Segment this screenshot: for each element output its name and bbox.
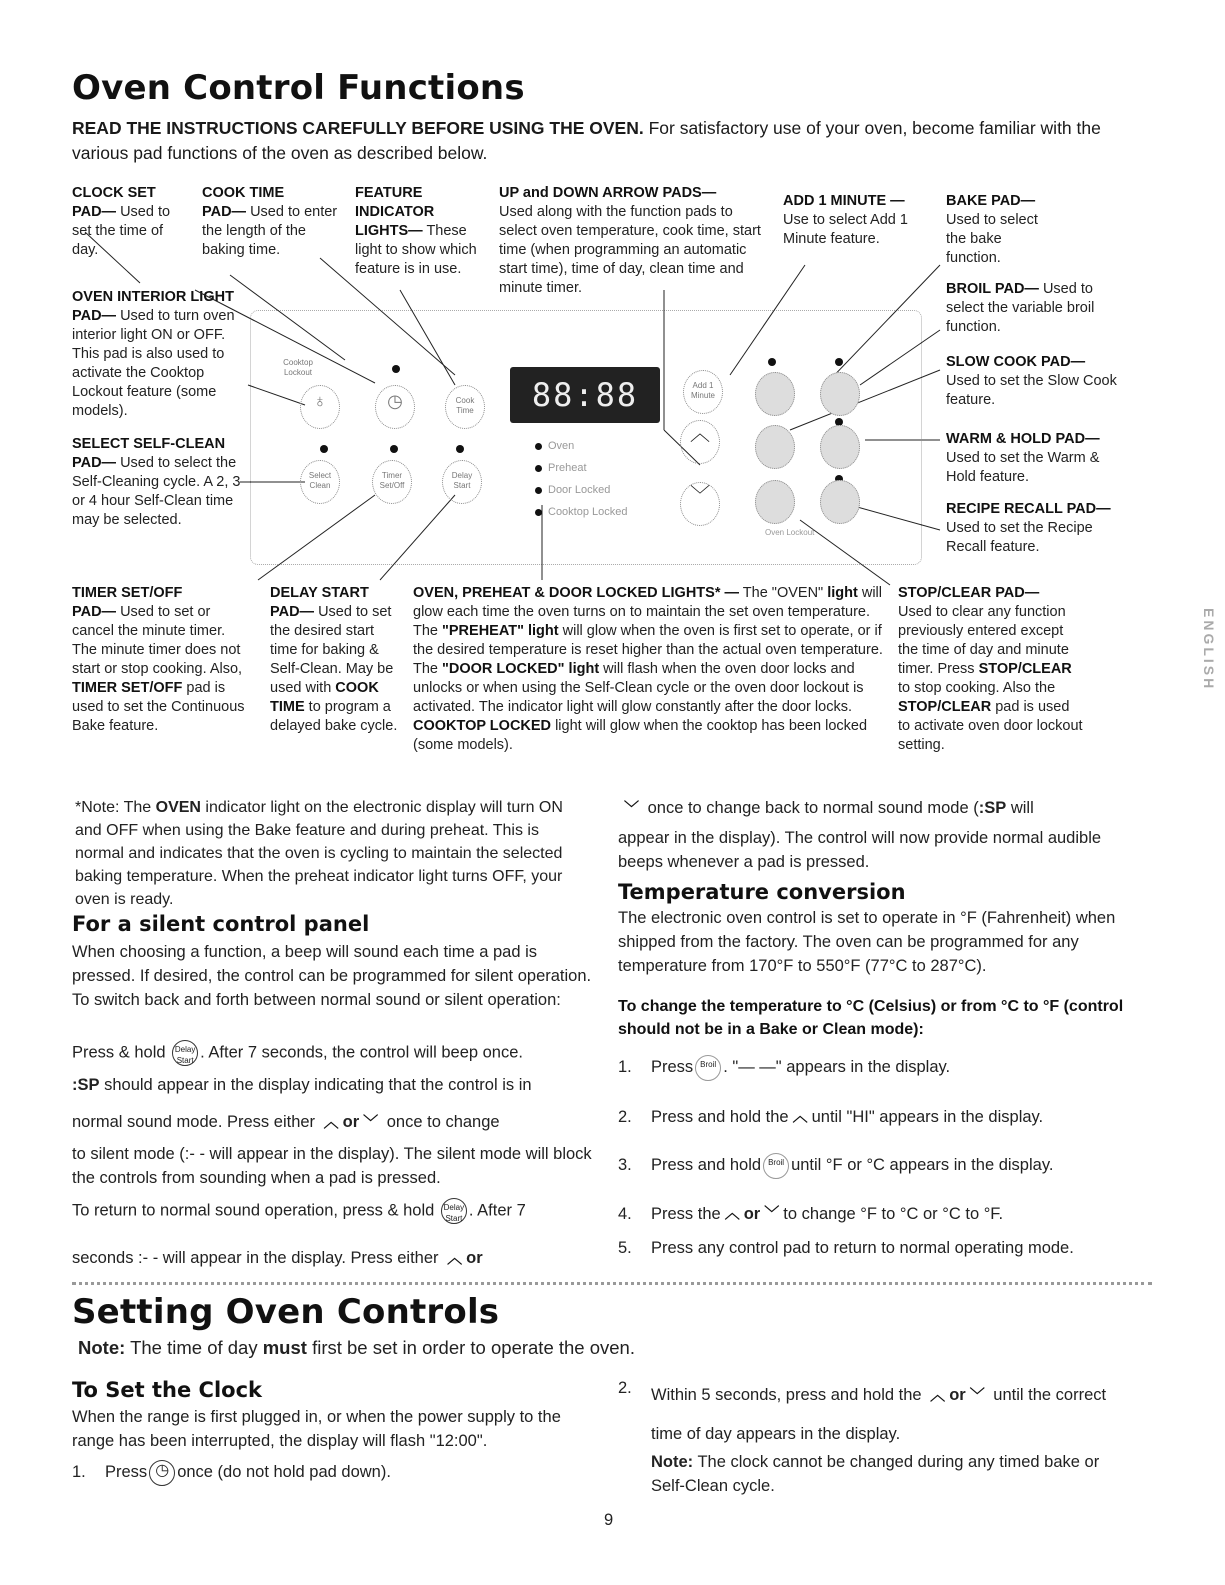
indicator-dot — [392, 365, 400, 373]
down-arrow-icon: ﹀ — [690, 485, 710, 507]
note-text: indicator light on the electronic display will turn ON and OFF when using the Bake feature and during preheat. This is normal and indicates that the oven is cycling to maintain the selected baking temperature. When the preheat indicator light turns OFF, your oven is ready. — [75, 799, 563, 908]
label-text: These light to show which feature is in use. — [355, 223, 477, 277]
delay-start-pad[interactable]: Delay Start — [442, 460, 482, 504]
label-text: Used to set the Recipe Recall feature. — [946, 520, 1093, 555]
label-head: UP and DOWN ARROW PADS— — [499, 185, 717, 201]
silent-paragraph-6 — [72, 1198, 597, 1224]
add-minute-pad[interactable]: Add 1 Minute — [683, 370, 723, 414]
label-text: pad is used to activate oven door lockout setting. — [898, 699, 1083, 753]
step-text: until °F or °C appears in the display. — [791, 1156, 1054, 1174]
label-text: Used to select the Self-Cleaning cycle. A 2, 3 or 4 hour Self-Clean time may be selected. — [72, 455, 241, 528]
delay-start-label — [270, 584, 400, 736]
label-bold: INDICATOR LIGHTS— — [355, 204, 435, 239]
timer-set-off-label — [72, 584, 252, 736]
intro-rest: For satisfactory use of your oven, become familiar with the various pad functions of the oven as described below. — [72, 118, 1101, 163]
label-text: Used to clear any function previously entered except the time of day and minute timer. Press — [898, 604, 1069, 677]
label-text: Used to set or cancel the minute timer. The minute timer does not start or stop cooking. Also, — [72, 604, 243, 677]
clock-note — [651, 1450, 1131, 1498]
label-bold: TIMER SET/OFF — [72, 680, 183, 696]
leader-lines — [0, 0, 1225, 620]
text: To return to normal sound operation, press & hold — [72, 1201, 439, 1220]
broil-key-icon: Broil — [763, 1153, 789, 1179]
label-head: FEATURE — [355, 185, 423, 201]
indicator-dot — [535, 487, 542, 494]
label-head: DELAY START — [270, 585, 369, 601]
indicator-dot — [535, 443, 542, 450]
page-number: 9 — [604, 1511, 614, 1529]
light-bulb-icon: ♁ — [313, 391, 327, 411]
step-number: 1. — [618, 1058, 632, 1076]
text: . After 7 seconds, the control will beep once. — [200, 1043, 523, 1062]
clock-key-icon: ◷ — [149, 1460, 175, 1486]
label-bold: PAD— — [72, 604, 117, 620]
temp-step-4 — [618, 1202, 1003, 1226]
label-text: Used to select the bake function. — [946, 212, 1038, 266]
label-bold: STOP/CLEAR — [898, 699, 992, 715]
silent-paragraph-9: appear in the display). The control will now provide normal audible beeps whenever a pad is pressed. — [618, 829, 1102, 871]
step-number: 2. — [618, 1108, 632, 1126]
note-text: *Note: The — [75, 799, 156, 816]
label-text: Used to select the variable broil function. — [946, 281, 1095, 335]
temperature-subheading: To change the temperature to °C (Celsius) or from °C to °F (control should not be in a Bake or Clean mode): — [618, 998, 1124, 1038]
clock-pad[interactable] — [375, 385, 415, 429]
down-arrow-pad[interactable] — [680, 482, 720, 526]
section-note — [78, 1336, 635, 1360]
text-bold: or — [466, 1249, 483, 1267]
label-head: COOK TIME — [202, 185, 285, 201]
indicator-dot — [768, 358, 776, 366]
label-text: Used to set the Warm & Hold feature. — [946, 450, 1100, 485]
note-bold: must — [262, 1337, 307, 1358]
label-text: to stop cooking. Also the — [898, 680, 1056, 696]
temp-step-2 — [618, 1105, 1043, 1129]
step-text: once (do not hold pad down). — [177, 1463, 391, 1481]
label-bold: COOKTOP LOCKED — [413, 718, 552, 734]
silent-paragraph-3 — [72, 1073, 597, 1097]
broil-pad[interactable] — [820, 372, 860, 416]
text: normal sound mode. Press either — [72, 1113, 320, 1131]
indicator-label: Cooktop Locked — [548, 506, 628, 518]
section-title: Oven Control Functions — [72, 68, 525, 108]
text: once to change — [382, 1113, 500, 1131]
section-title: Setting Oven Controls — [72, 1292, 500, 1332]
warm-hold-pad[interactable] — [820, 425, 860, 469]
text: once to change back to normal sound mode ( — [643, 799, 979, 817]
indicator-dot — [835, 358, 843, 366]
slow-cook-pad[interactable] — [755, 425, 795, 469]
label-text: to program a delayed bake cycle. — [270, 699, 398, 734]
step-number: 3. — [618, 1156, 632, 1174]
indicator-preheat — [535, 462, 587, 474]
step-text: Press and hold the — [651, 1108, 789, 1126]
label-text: Used to set the desired start time for baking & Self-Clean. May be used with — [270, 604, 394, 696]
step-number: 4. — [618, 1205, 632, 1223]
label-head: TIMER SET/OFF — [72, 585, 183, 601]
text: should appear in the display indicating that the control is in — [99, 1076, 532, 1094]
label-bold: light — [827, 585, 858, 601]
clock-step-1 — [72, 1460, 391, 1486]
note-bold: Note: — [651, 1453, 694, 1471]
label-text: pad is used to set the Continuous Bake feature. — [72, 680, 245, 734]
digital-display: 88:88 — [510, 367, 660, 423]
delay-start-key-icon: Delay Start — [172, 1040, 198, 1066]
text: Press & hold — [72, 1043, 171, 1062]
text-bold: :SP — [72, 1076, 100, 1094]
note-text: The clock cannot be changed during any timed bake or Self-Clean cycle. — [651, 1453, 1100, 1495]
intro-bold: READ THE INSTRUCTIONS CAREFULLY BEFORE USING THE OVEN. — [72, 118, 644, 138]
select-clean-pad[interactable]: Select Clean — [300, 460, 340, 504]
silent-paragraph-4 — [72, 1110, 597, 1135]
step-text: Within 5 seconds, press and hold the — [651, 1386, 927, 1404]
indicator-dot — [456, 445, 464, 453]
step-text: Press and hold — [651, 1156, 762, 1174]
silent-paragraph-2 — [72, 1040, 597, 1066]
label-text: The "OVEN" — [739, 585, 828, 601]
label-head: OVEN INTERIOR LIGHT PAD— — [72, 289, 234, 324]
delay-start-key-icon: Delay Start — [441, 1198, 467, 1224]
step-text: Press — [105, 1463, 148, 1481]
step-text: Press any control pad to return to normal operating mode. — [651, 1239, 1074, 1257]
clock-step-2 — [618, 1376, 1138, 1453]
label-bold: COOK TIME — [270, 680, 379, 715]
stop-clear-label — [898, 584, 1083, 755]
up-arrow-icon: ︿ — [792, 1108, 808, 1125]
label-bold: "PREHEAT" light — [442, 623, 559, 639]
silent-panel-heading: For a silent control panel — [72, 912, 370, 936]
cook-time-pad[interactable]: Cook Time — [445, 385, 485, 429]
up-arrow-icon: ︿ — [930, 1386, 946, 1404]
label-bold: PAD— — [72, 204, 117, 220]
step-text: until the correct time of day appears in the display. — [651, 1386, 1107, 1443]
step-text: . "— —" appears in the display. — [723, 1058, 951, 1076]
step-bold: or — [949, 1386, 966, 1404]
indicator-dot — [535, 465, 542, 472]
language-tab: ENGLISH — [1201, 608, 1217, 692]
note-bold: Note: — [78, 1337, 126, 1358]
silent-paragraph-5: to silent mode (:- - will appear in the display). The silent mode will block the controls from sounding when a pad is pressed. — [72, 1145, 592, 1187]
down-arrow-icon: ﹀ — [969, 1386, 985, 1404]
down-arrow-icon: ﹀ — [624, 799, 640, 817]
indicator-dot — [390, 445, 398, 453]
label-text: will flash when the oven door locks and unlocks or when using the Self-Clean cycle or the oven door lockout is activated. The indicator light will glow constantly after the door locks. — [413, 661, 864, 715]
indicator-dot — [320, 445, 328, 453]
label-head: RECIPE RECALL PAD— — [946, 501, 1111, 517]
step-text: Press the — [651, 1205, 721, 1223]
indicator-door-locked — [535, 484, 610, 496]
label-text: Used to set the time of day. — [72, 204, 171, 258]
clock-icon: ◷ — [387, 391, 403, 411]
down-arrow-icon: ﹀ — [363, 1113, 379, 1131]
text-bold: or — [342, 1113, 360, 1131]
up-arrow-icon: ︿ — [724, 1205, 740, 1222]
label-bold: PAD— — [202, 204, 247, 220]
step-number: 1. — [72, 1463, 86, 1481]
set-clock-paragraph: When the range is first plugged in, or when the power supply to the range has been interrupted, the display will flash "12:00". — [72, 1408, 561, 1450]
step-text: Press — [651, 1058, 694, 1076]
label-head: ADD 1 MINUTE — — [783, 193, 905, 209]
note-bold: OVEN — [155, 799, 201, 816]
section-divider — [72, 1282, 1152, 1285]
label-head: SELECT SELF-CLEAN PAD— — [72, 436, 226, 471]
up-arrow-pad[interactable] — [680, 420, 720, 464]
step-number: 5. — [618, 1239, 632, 1257]
indicator-lights-label — [413, 584, 888, 755]
up-arrow-icon: ︿ — [447, 1249, 463, 1267]
label-text: will glow each time the oven turns on to maintain the set oven temperature. The — [413, 585, 882, 639]
label-head: CLOCK SET — [72, 185, 156, 201]
set-clock-heading: To Set the Clock — [72, 1378, 262, 1402]
label-text: Used to turn oven interior light ON or OFF. This pad is also used to activate the Cooktop Lockout feature (some models). — [72, 308, 235, 419]
label-bold: PAD— — [270, 604, 315, 620]
label-head: SLOW COOK PAD— — [946, 354, 1086, 370]
label-head: BAKE PAD— — [946, 193, 1036, 209]
text-bold: :SP — [978, 799, 1007, 817]
step-text: until "HI" appears in the display. — [811, 1108, 1044, 1126]
oven-lockout-label: Oven Lockout — [765, 528, 815, 537]
label-head: BROIL PAD— — [946, 281, 1039, 297]
recipe-recall-pad[interactable] — [755, 480, 795, 524]
text: seconds :- - will appear in the display. Press either — [72, 1249, 444, 1267]
step-number: 2. — [618, 1379, 632, 1397]
label-text: light will glow when the cooktop has been locked (some models). — [413, 718, 868, 753]
temp-step-5 — [618, 1236, 1074, 1260]
silent-paragraph-7 — [72, 1246, 597, 1271]
label-text: Used to set the Slow Cook feature. — [946, 373, 1117, 408]
label-bold: "DOOR LOCKED" light — [442, 661, 600, 677]
label-text: Used along with the function pads to select oven temperature, cook time, start time (when programming an automatic start time), time of day, clean time and minute timer. — [499, 204, 761, 296]
note-text: The time of day — [125, 1337, 263, 1358]
silent-paragraph-8 — [620, 796, 1125, 821]
text: will — [1006, 799, 1034, 817]
step-bold: or — [743, 1205, 761, 1223]
label-head: WARM & HOLD PAD— — [946, 431, 1100, 447]
indicator-dot — [535, 509, 542, 516]
up-arrow-icon: ︿ — [690, 423, 710, 445]
temperature-heading: Temperature conversion — [618, 880, 906, 904]
label-bold: STOP/CLEAR — [978, 661, 1072, 677]
stop-clear-pad[interactable] — [820, 480, 860, 524]
cooktop-lockout-pad[interactable]: Cooktop Lockout — [283, 358, 313, 377]
label-text: Use to select Add 1 Minute feature. — [783, 212, 908, 247]
broil-key-icon: Broil — [695, 1055, 721, 1081]
indicator-oven — [535, 440, 574, 452]
indicator-cooktop-locked — [535, 506, 628, 518]
temp-step-3 — [618, 1153, 1053, 1179]
silent-paragraph-1: When choosing a function, a beep will sound each time a pad is pressed. If desired, the control can be programmed for silent operation. To switch back and forth between normal sound or silent operation: — [72, 943, 592, 1009]
oven-light-pad[interactable] — [300, 385, 340, 429]
oven-indicator-note — [75, 796, 580, 911]
down-arrow-icon: ﹀ — [764, 1205, 780, 1222]
timer-pad[interactable]: Timer Set/Off — [372, 460, 412, 504]
indicator-label: Door Locked — [548, 484, 611, 496]
text: . After 7 — [468, 1201, 526, 1220]
bake-pad[interactable] — [755, 372, 795, 416]
temperature-paragraph: The electronic oven control is set to operate in °F (Fahrenheit) when shipped from the factory. The oven can be programmed for any temperature from 170°F to 550°F (77°C to 287°C). — [618, 909, 1116, 975]
label-text: will glow when the oven is first set to operate, or if the desired temperature is reset higher than the actual oven temperature. The — [413, 623, 883, 677]
indicator-label: Preheat — [548, 462, 587, 474]
indicator-label: Oven — [548, 440, 575, 452]
temp-step-1 — [618, 1055, 950, 1081]
step-text: to change °F to °C or °C to °F. — [783, 1205, 1004, 1223]
up-arrow-icon: ︿ — [323, 1113, 339, 1131]
label-head: STOP/CLEAR PAD— — [898, 585, 1040, 601]
label-head: OVEN, PREHEAT & DOOR LOCKED LIGHTS* — — [413, 585, 740, 601]
label-text: Used to enter the length of the baking time. — [202, 204, 338, 258]
note-text: first be set in order to operate the oven. — [306, 1337, 635, 1358]
